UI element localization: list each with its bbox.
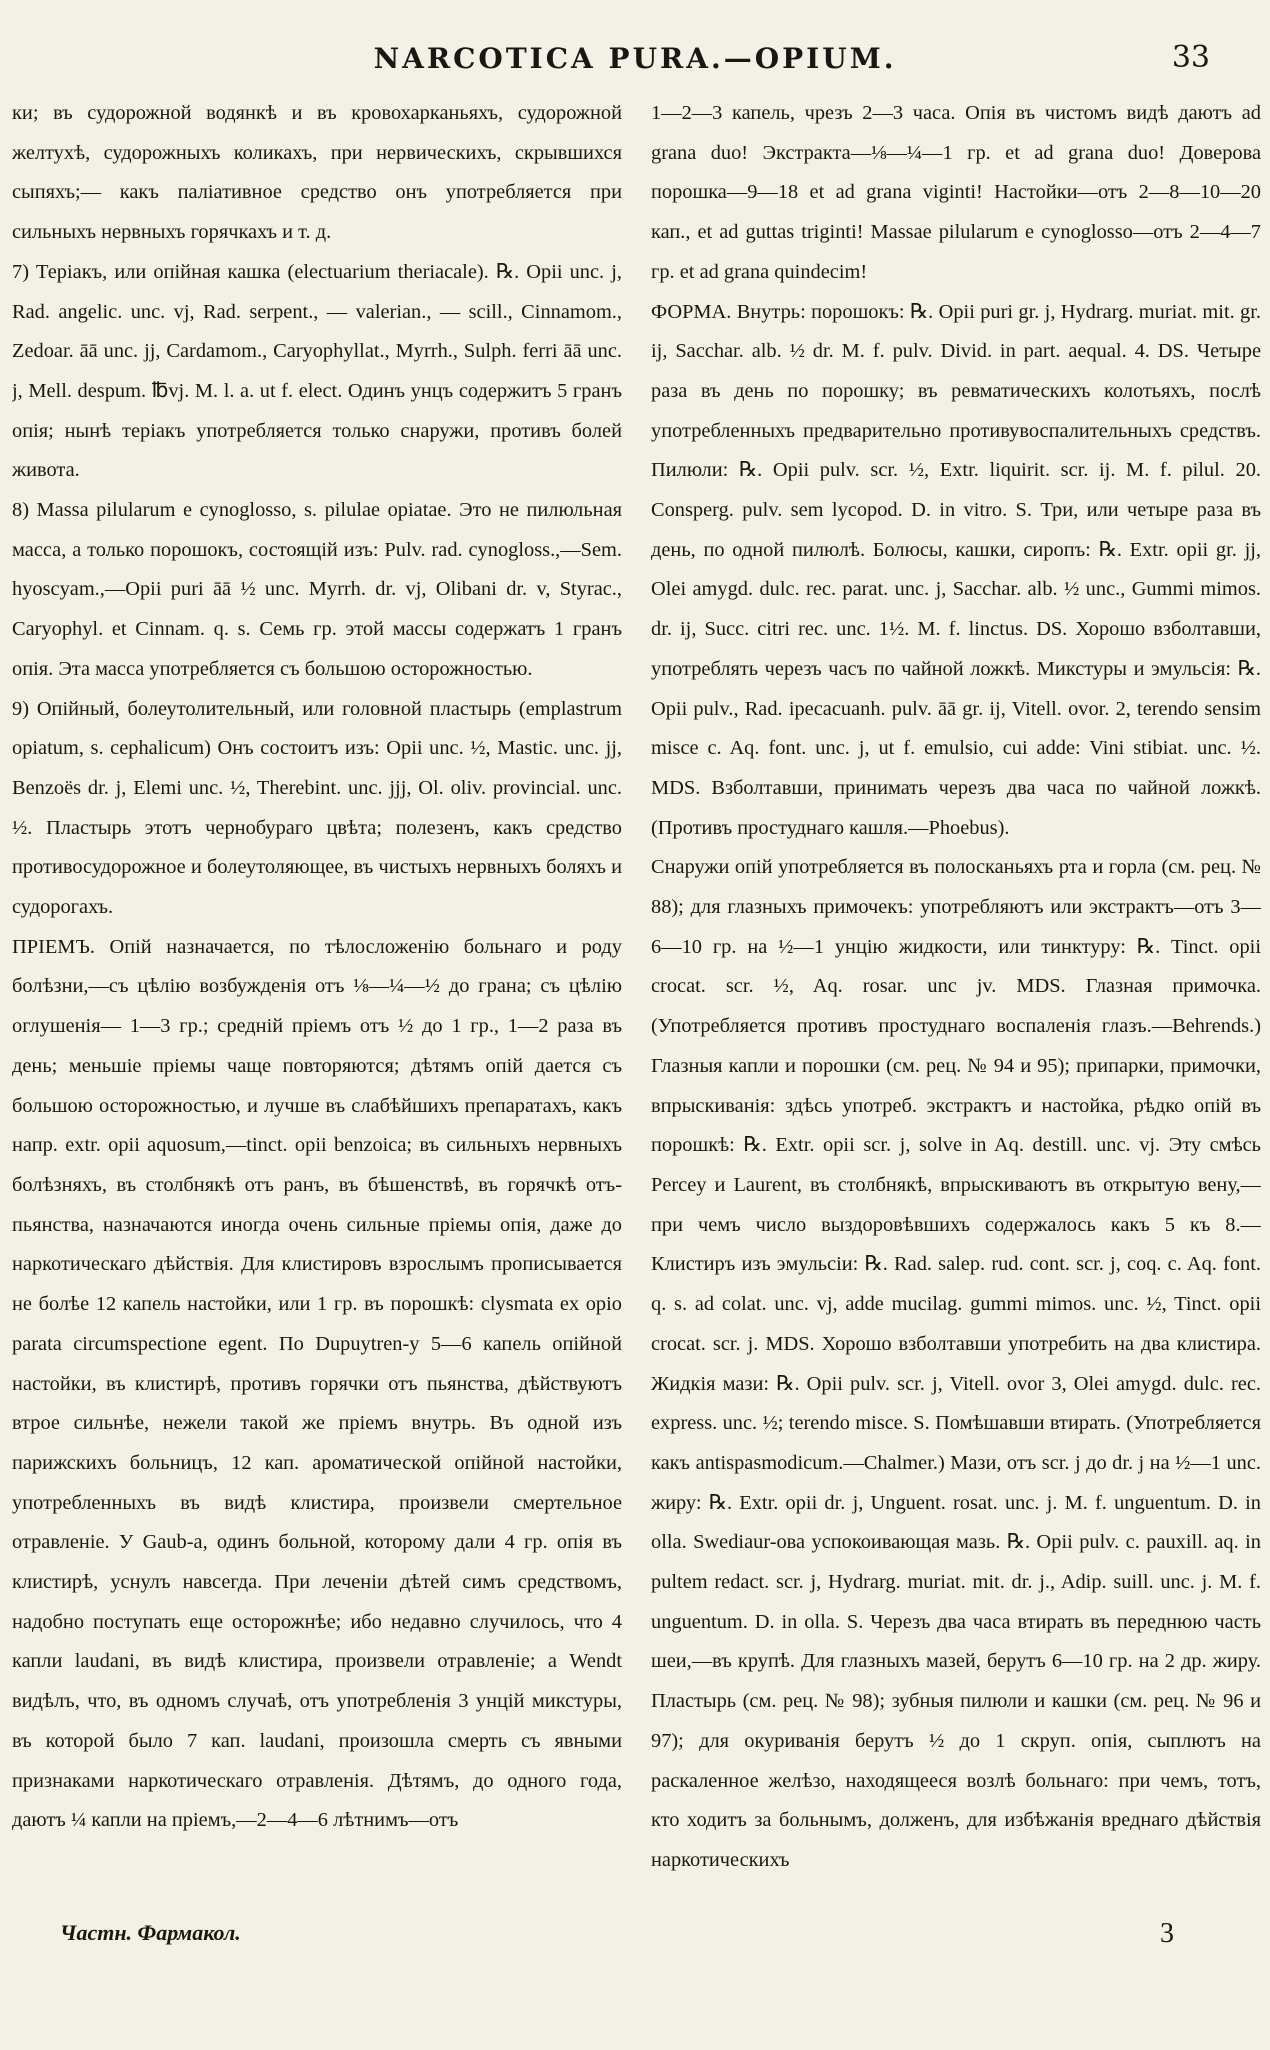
paragraph: 1—2—3 капель, чрезъ 2—3 часа. Опія въ чистомъ видѣ даютъ ad grana duo! Экстракта—⅛—¼—1 гр. et ad grana duo! Доверова порошка—9—18 et ad grana viginti! Настойки—отъ 2—8—10—20 кап., et ad guttas triginti! Massae pilularum e cynoglosso—отъ 2—4—7 гр. et ad grana quindecim!	[651, 102, 1261, 283]
paragraph: 7) Теріакъ, или опійная кашка (electuarium theriacale). ℞. Opii unc. j, Rad. angelic. unc. vj, Rad. serpent., — valerian., — scill., Cinnamom., Zedoar. āā unc. jj, Cardamom., Caryophyllat., Myrrh., Sulph. ferri āā unc. j, Mell. despum. ℔vj. M. l. a. ut f. elect. Одинъ унцъ содержитъ 5 гранъ опія; нынѣ теріакъ употребляется только снаружи, противъ болей живота.	[12, 260, 622, 482]
paragraph: ки; въ судорожной водянкѣ и въ кровохарканьяхъ, судорожной желтухѣ, судорожныхъ коликахъ, при нервическихъ, скрывшихся сыпяхъ;— какъ паліативное средство онъ употребляется при сильныхъ нервныхъ горячкахъ и т. д.	[12, 102, 622, 244]
paragraph: 9) Опійный, болеутолительный, или головной пластырь (emplastrum opiatum, s. cephalicum) Онъ состоитъ изъ: Opii unc. ½, Mastic. unc. jj, Benzoës dr. j, Elemi unc. ½, Therebint. unc. jjj, Ol. oliv. provincial. unc. ½. Пластырь этотъ чернобураго цвѣта; полезенъ, какъ средство противосудорожное и болеутоляющее, въ чистыхъ нервныхъ боляхъ и судорогахъ.	[12, 697, 622, 919]
running-title: NARCOTICA PURA.—OPIUM.	[373, 42, 897, 75]
paragraph: ПРІЕМЪ. Опій назначается, по тѣлосложенію больнаго и роду болѣзни,—съ цѣлію возбужденія отъ ⅛—¼—½ до грана; съ цѣлію оглушенія— 1—3 гр.; средній пріемъ отъ ½ до 1 гр., 1—2 раза въ день; меньшіе пріемы чаще повторяются; дѣтямъ опій дается съ большою осторожностью, и лучше въ слабѣйшихъ препаратахъ, какъ напр. extr. opii aquosum,—tinct. opii benzoica; въ сильныхъ нервныхъ болѣзняхъ, въ столбнякѣ отъ ранъ, въ бѣшенствѣ, въ горячкѣ отъ-пьянства, назначаются иногда очень сильные пріемы опія, даже до наркотическаго дѣйствія. Для клистировъ взрослымъ прописывается не болѣе 12 капель настойки, или 1 гр. въ порошкѣ: clysmata ex opio parata circumspectione egent. По Dupuytren-у 5—6 капель опійной настойки, въ клистирѣ, противъ горячки отъ пьянства, дѣйствуютъ втрое сильнѣе, нежели такой же пріемъ внутрь. Въ одной изъ парижскихъ больницъ, 12 кап. ароматической опійной настойки, употребленныхъ въ видѣ клистира, произвели смертельное отравленіе. У Gaub-а, одинъ больной, которому дали 4 гр. опія въ клистирѣ, уснулъ навсегда. При леченіи дѣтей симъ средствомъ, надобно поступать еще осторожнѣе; ибо недавно случилось, что 4 капли laudani, въ видѣ клистира, произвели отравленіе; а Wendt видѣлъ, что, въ одномъ случаѣ, отъ употребленія 3 унцій микстуры, въ которой было 7 кап. laudani, произошла смерть съ явными признаками наркотическаго отравленія. Дѣтямъ, до одного года, даютъ ¼ капли на пріемъ,—2—4—6 лѣтнимъ—отъ	[12, 935, 622, 1832]
signature-mark: 3	[1160, 1918, 1174, 1949]
paragraph: Снаружи опій употребляется въ полосканьяхъ рта и горла (см. рец. № 88); для глазныхъ примочекъ: употребляютъ или экстрактъ—отъ 3— 6—10 гр. на ½—1 унцію жидкости, или тинктуру: ℞. Tinct. opii crocat. scr. ½, Aq. rosar. unc jv. MDS. Глазная примочка. (Употребляется противъ простуднаго воспаленія глазъ.—Behrends.) Глазныя капли и порошки (см. рец. № 94 и 95); припарки, примочки, впрыскиванія: здѣсь употреб. экстрактъ и настойка, рѣдко опій въ порошкѣ: ℞. Extr. opii scr. j, solve in Aq. destill. unc. vj. Эту смѣсь Percey и Laurent, въ столбнякѣ, впрыскиваютъ въ открытую вену,— при чемъ число выздоровѣвшихъ содержалось какъ 5 къ 8.—Клистиръ изъ эмульсіи: ℞. Rad. salep. rud. cont. scr. j, coq. c. Aq. font. q. s. ad colat. unc. vj, adde mucilag. gummi mimos. unc. ½, Tinct. opii crocat. scr. j. MDS. Хорошо взболтавши употребить на два клистира. Жидкія мази: ℞. Opii pulv. scr. j, Vitell. ovor 3, Olei amygd. dulc. rec. express. unc. ½; terendo misce. S. Помѣшавши втирать. (Употребляется какъ antispasmodicum.—Chalmer.) Мази, отъ scr. j до dr. j на ½—1 unc. жиру: ℞. Extr. opii dr. j, Unguent. rosat. unc. j. M. f. unguentum. D. in olla. Swediaur-ова успокоивающая мазь. ℞. Opii pulv. c. pauxill. aq. in pultem redact. scr. j, Hydrarg. muriat. mit. dr. j., Adip. suill. unc. j. M. f. unguentum. D. in olla. S. Черезъ два часа втирать въ переднюю часть шеи,—въ крупѣ. Для глазныхъ мазей, берутъ 6—10 гр. на 2 др. жиру. Пластырь (см. рец. № 98); зубныя пилюли и кашки (см. рец. № 96 и 97); для окуриванія берутъ ½ до 1 скруп. опія, сыплютъ на раскаленное желѣзо, находящееся возлѣ больнаго: при чемъ, тотъ, кто ходитъ за больнымъ, долженъ, для избѣжанія вреднаго дѣйствія наркотическихъ	[651, 856, 1261, 1871]
left-column	[12, 94, 622, 2004]
paragraph: ФОРМА. Внутрь: порошокъ: ℞. Opii puri gr. j, Hydrarg. muriat. mit. gr. ij, Sacchar. alb. ½ dr. M. f. pulv. Divid. in part. aequal. 4. DS. Четыре раза въ день по порошку; въ ревматическихъ колотьяхъ, послѣ употребленныхъ предварительно противувоспалительныхъ средствъ. Пилюли: ℞. Opii pulv. scr. ½, Extr. liquirit. scr. ij. M. f. pilul. 20. Consperg. pulv. sem lycopod. D. in vitro. S. Три, или четыре раза въ день, по одной пилюлѣ. Болюсы, кашки, сиропъ: ℞. Extr. opii gr. jj, Olei amygd. dulc. rec. parat. unc. j, Sacchar. alb. ½ unc., Gummi mimos. dr. ij, Succ. citri rec. unc. 1½. M. f. linctus. DS. Хорошо взболтавши, употреблять черезъ часъ по чайной ложкѣ. Микстуры и эмульсія: ℞. Opii pulv., Rad. ipecacuanh. pulv. āā gr. ij, Vitell. ovor. 2, terendo sensim misce c. Aq. font. unc. j, ut f. emulsio, cui adde: Vini stibiat. unc. ½. MDS. Взболтавши, принимать черезъ два часа по чайной ложкѣ. (Противъ простуднаго кашля.—Phoebus).	[651, 300, 1261, 839]
paragraph: 8) Massa pilularum e cynoglosso, s. pilulae opiatae. Это не пилюльная масса, а только порошокъ, состоящій изъ: Pulv. rad. cynogloss.,—Sem. hyoscyam.,—Opii puri āā ½ unc. Myrrh. dr. vj, Olibani dr. v, Styrac., Caryophyl. et Cinnam. q. s. Семь гр. этой массы содержатъ 1 гранъ опія. Эта масса употребляется съ большою осторожностью.	[12, 499, 622, 680]
footer-label: Частн. Фармакол.	[60, 1920, 241, 1945]
right-column	[651, 94, 1261, 2004]
page-number: 33	[1171, 40, 1210, 75]
